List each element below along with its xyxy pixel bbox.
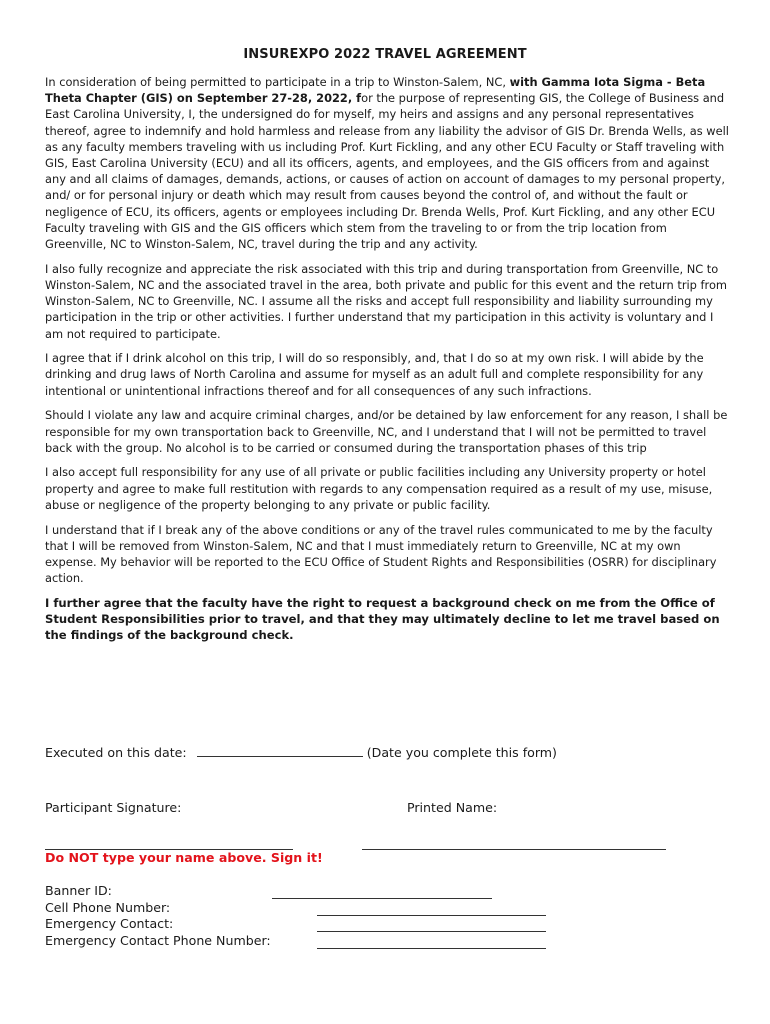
paragraph-law: Should I violate any law and acquire criminal charges, and/or be detained by law enforcement for any reason, I shall be responsible for my own transportation back to Greenville, NC, and I understand that I will not be permitted to travel back with the group. No alcohol is to be carried or consumed during the transportation phases of this trip (45, 408, 728, 455)
p1-rest: or the purpose of representing GIS, the College of Business and East Carolina University, I, the undersigned do for myself, my heirs and assigns and any personal representatives thereof, agree to indemnify and hold harmless and release from any liability the advisor of GIS Dr. Brenda Wells, as well as any faculty members traveling with us including Prof. Kurt Fickling, and any other ECU Faculty or Staff traveling with GIS, East Carolina University (ECU) and all its officers, agents, and employees, and the GIS officers from and against any and all claims of damages, demands, actions, or causes of action on account of damages to my personal property, and/ or for personal injury or death which may result from causes beyond the control of, and without the fault or negligence of ECU, its officers, agents or employees including Dr. Brenda Wells, Prof. Kurt Fickling, and any other ECU Faculty traveling with GIS and the GIS officers which stem from the traveling to or from the trip location from Greenville, NC to Winston-Salem, NC, travel during the trip and any activity. (45, 91, 729, 252)
emergency-contact-label: Emergency Contact: (45, 916, 174, 931)
printed-name-field[interactable] (362, 837, 666, 850)
p1-bold: with Gamma Iota Sigma - Beta Theta Chapter (GIS) on September 27-28, 2022, f (45, 75, 706, 106)
emergency-phone-field[interactable] (317, 936, 546, 949)
document-title: INSUREXPO 2022 TRAVEL AGREEMENT (243, 47, 527, 62)
executed-date-note: (Date you complete this form) (366, 745, 557, 760)
executed-date-label: Executed on this date: (45, 745, 187, 760)
participant-signature-label: Participant Signature: (45, 800, 182, 815)
printed-name-label: Printed Name: (407, 800, 498, 815)
agreement-body (45, 74, 730, 652)
cell-phone-label: Cell Phone Number: (45, 900, 171, 915)
participant-signature-field[interactable] (45, 837, 293, 850)
signature-warning: Do NOT type your name above. Sign it! (45, 850, 323, 865)
paragraph-risk: I also fully recognize and appreciate the risk associated with this trip and during transportation from Greenville, NC to Winston-Salem, NC and the associated travel in the area, both private and public for this event and the return trip from Winston-Salem, NC to Greenville, NC. I assume all the risks and accept full responsibility and liability surrounding my participation in the trip or other activities. I further understand that my participation in this activity is voluntary and I am not required to participate. (45, 261, 728, 341)
executed-date-field[interactable] (197, 744, 363, 757)
executed-date-row (45, 744, 557, 760)
banner-id-label: Banner ID: (45, 883, 112, 898)
paragraph-background-check: I further agree that the faculty have the right to request a background check on me from the Office of Student Responsibilities prior to travel, and that they may ultimately decline to let me travel based on the findings of the background check. (45, 595, 720, 643)
paragraph-facilities: I also accept full responsibility for any use of all private or public facilities including any University property or hotel property and agree to make full restitution with regards to any compensation required as a result of my use, misuse, abuse or negligence of the property belonging to any private or public facility. (45, 465, 713, 512)
emergency-phone-label: Emergency Contact Phone Number: (45, 933, 271, 948)
cell-phone-field[interactable] (317, 903, 546, 916)
paragraph-consideration (45, 74, 730, 252)
emergency-contact-field[interactable] (317, 919, 546, 932)
paragraph-alcohol: I agree that if I drink alcohol on this trip, I will do so responsibly, and, that I do so at my own risk. I will abide by the drinking and drug laws of North Carolina and assume for myself as an adult full and complete responsibility for any intentional or unintentional infractions thereof and for all consequences of any such infractions. (45, 351, 704, 398)
p1-intro: In consideration of being permitted to participate in a trip to Winston-Salem, NC, (45, 75, 510, 89)
banner-id-field[interactable] (272, 886, 492, 899)
paragraph-conditions: I understand that if I break any of the above conditions or any of the travel rules communicated to me by the faculty that I will be removed from Winston-Salem, NC and that I must immediately return to Greenville, NC at my own expense. My behavior will be reported to the ECU Office of Student Rights and Responsibilities (OSRR) for disciplinary action. (45, 522, 717, 586)
